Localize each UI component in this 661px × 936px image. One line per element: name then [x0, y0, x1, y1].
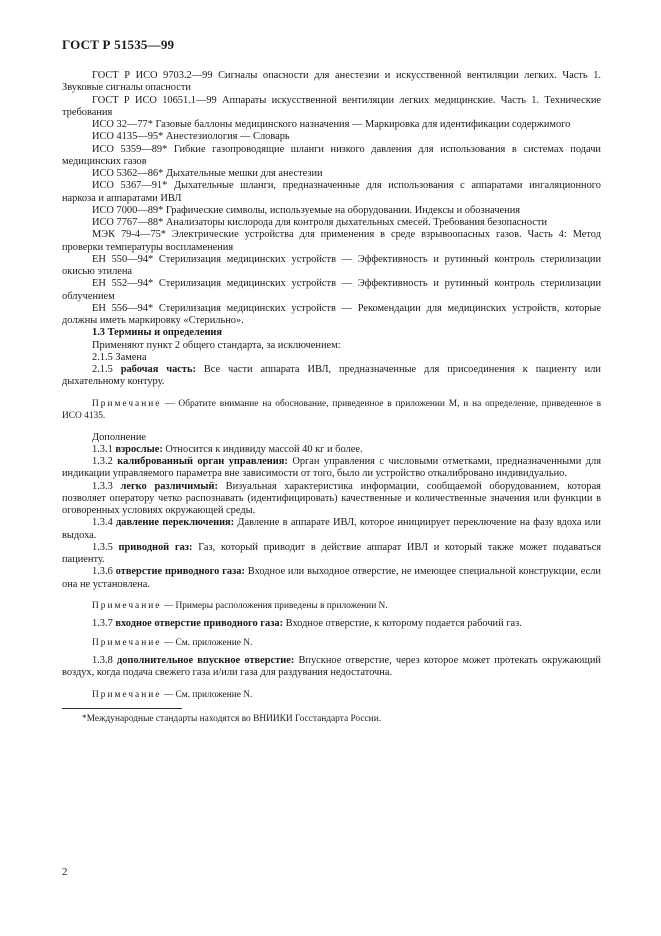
supplement-label: Дополнение — [92, 431, 146, 443]
replace-label: 2.1.5 Замена — [92, 351, 147, 363]
reference-item: МЭК 79-4—75* Электрические устройства для применения в среде взрывоопасных газов. Часть 4: Метод проверки температуры воспламенения — [62, 229, 601, 253]
term-definition: 1.3.7 входное отверстие приводного газа: Входное отверстие, к которому подается рабочий газ. — [92, 618, 522, 630]
footnote-divider — [62, 708, 182, 709]
reference-item: ИСО 7767—88* Анализаторы кислорода для контроля дыхательных смесей. Требования безопасности — [92, 217, 548, 228]
page-content — [62, 70, 601, 725]
term-definition: 1.3.8 дополнительное впускное отверстие: Впускное отверстие, через которое может протекать окружающий воздух, когда подача свежего газа и/или газа для раздувания недостаточна. — [62, 655, 601, 679]
reference-item: ИСО 4135—95* Анестезиология — Словарь — [92, 131, 290, 143]
reference-item: ИСО 7000—89* Графические символы, используемые на оборудовании. Индексы и обозначения — [92, 204, 521, 216]
reference-item: ЕН 556—94* Стерилизация медицинских устройств — Рекомендации для медицинских устройств, которые должны иметь маркировку «Стерильно». — [62, 302, 601, 326]
reference-item: ГОСТ Р ИСО 9703.2—99 Сигналы опасности для анестезии и искусственной вентиляции легких. Часть 1. Звуковые сигналы опасности — [62, 70, 601, 94]
term-definition: 1.3.3 легко различимый: Визуальная характеристика информации, сообщаемой оборудованием, которая позволяет оператору четко распознавать (идентифицировать) качественные и количественные значения или функции в оговоренных условиях окружающей среды. — [62, 480, 601, 516]
reference-item: ЕН 550—94* Стерилизация медицинских устройств — Эффективность и рутинный контроль стерилизации окисью этилена — [62, 253, 601, 277]
note: Примечание — Обратите внимание на обоснование, приведенное в приложении M, и на определение, приведенное в ИСО 4135. — [62, 398, 601, 421]
term-definition: 1.3.1 взрослые: Относится к индивиду массой 40 кг и более. — [92, 443, 363, 455]
note: Примечание — См. приложение N. — [92, 637, 253, 648]
reference-item: ИСО 5359—89* Гибкие газопроводящие шланги низкого давления для использования в системах подачи медицинских газов — [62, 143, 601, 167]
term-definition: 2.1.5 рабочая часть: Все части аппарата ИВЛ, предназначенные для присоединения к пациенту или дыхательному контуру. — [62, 364, 601, 388]
reference-item: ИСО 5362—86* Дыхательные мешки для анестезии — [92, 168, 323, 179]
note: Примечание — См. приложение N. — [92, 689, 253, 700]
term-definition: 1.3.5 приводной газ: Газ, который приводит в действие аппарат ИВЛ и который также может подаваться пациенту. — [62, 541, 601, 565]
page-header: ГОСТ Р 51535—99 — [62, 37, 175, 52]
note: Примечание — Примеры расположения приведены в приложении N. — [92, 600, 388, 611]
term-definition: 1.3.6 отверстие приводного газа: Входное или выходное отверстие, не имеющее специальной конструкции, если она не установлена. — [62, 566, 601, 590]
reference-item: ИСО 5367—91* Дыхательные шланги, предназначенные для использования с аппаратами ингаляционного наркоза и аппаратами ИВЛ — [62, 180, 601, 204]
term-definition: 1.3.2 калиброванный орган управления: Орган управления с числовыми отметками, предназначенными для индикации управляемого параметра вне зависимости от того, было ли устройство откалибровано индивидуально. — [62, 456, 601, 480]
section-heading: 1.3 Термины и определения — [92, 327, 223, 339]
reference-item: ЕН 552—94* Стерилизация медицинских устройств — Эффективность и рутинный контроль стерилизации облучением — [62, 278, 601, 302]
reference-item: ГОСТ Р ИСО 10651.1—99 Аппараты искусственной вентиляции легких медицинские. Часть 1. Технические требования — [62, 94, 601, 118]
term-definition: 1.3.4 давление переключения: Давление в аппарате ИВЛ, которое инициирует переключение на фазу вдоха или выдоха. — [62, 517, 601, 541]
page-number: 2 — [62, 866, 68, 878]
section-intro: Применяют пункт 2 общего стандарта, за исключением: — [92, 339, 341, 351]
footnote: *Международные стандарты находятся во ВНИИКИ Госстандарта России. — [82, 714, 382, 724]
reference-item: ИСО 32—77* Газовые баллоны медицинского назначения — Маркировка для идентификации содержимого — [92, 119, 571, 130]
